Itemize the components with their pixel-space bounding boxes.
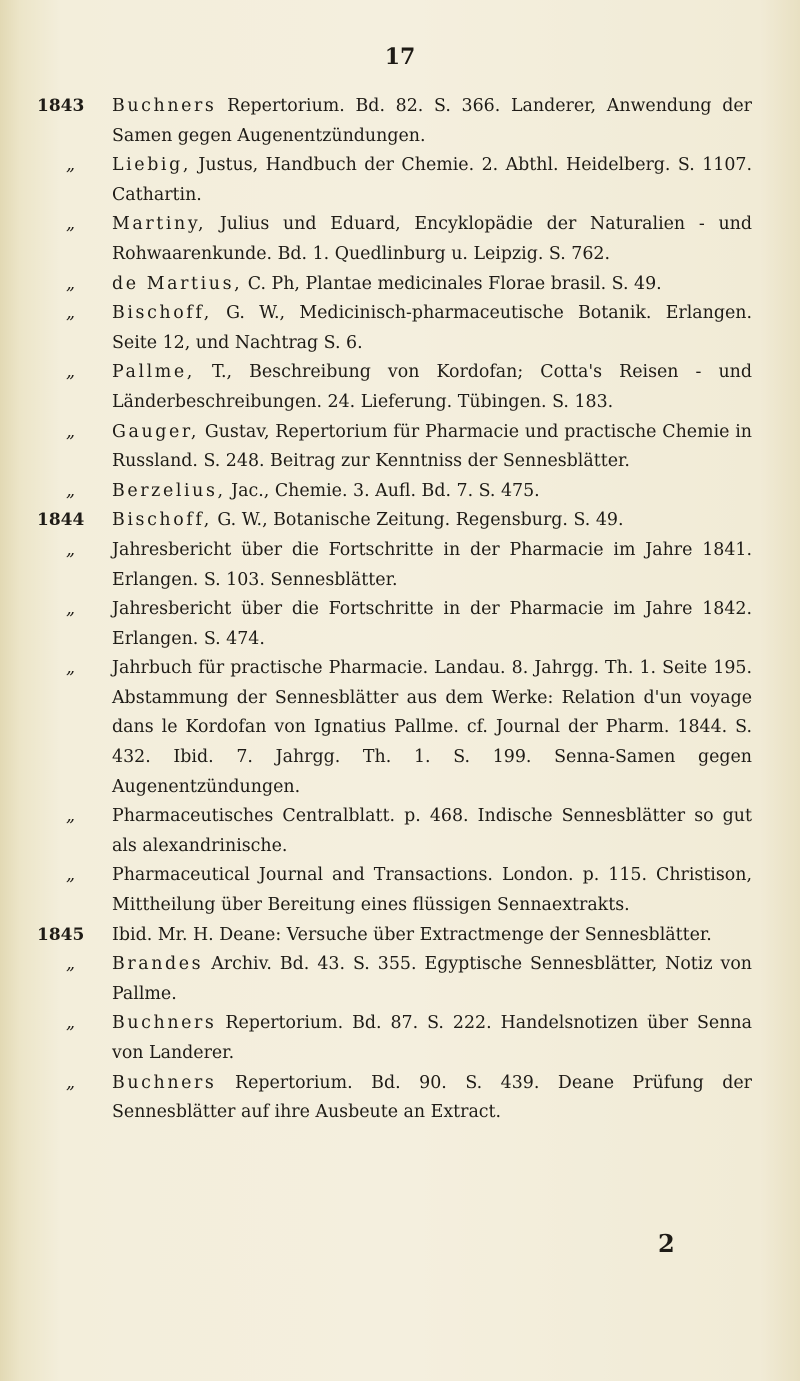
entry-author: Pallme,: [112, 362, 195, 383]
ditto-mark: „: [66, 362, 76, 383]
entry-text: Repertorium. Bd. 90. S. 439. Deane Prüfung der Sennesblätter auf ihre Ausbeute an Extract.: [112, 1072, 752, 1123]
ditto-mark: „: [66, 1013, 76, 1034]
ditto-mark: „: [66, 155, 76, 176]
bibliography-entry: [37, 92, 752, 151]
entry-year: 1845: [37, 924, 85, 945]
ditto-mark: „: [66, 658, 76, 679]
bibliography-entry: [66, 950, 752, 1009]
ditto-mark: „: [66, 865, 76, 886]
bibliography-entry: [66, 802, 752, 861]
entry-text: G. W., Medicinisch-pharmaceutische Botanik. Erlangen. Seite 12, und Nachtrag S. 6.: [112, 303, 752, 353]
entry-text: Julius und Eduard, Encyklopädie der Naturalien - und Rohwaarenkunde. Bd. 1. Quedlinburg u. Leipzig. S. 762.: [112, 214, 752, 264]
ditto-mark: „: [66, 273, 76, 294]
entry-text: Justus, Handbuch der Chemie. 2. Abthl. Heidelberg. S. 1107. Cathartin.: [112, 155, 752, 205]
ditto-mark: „: [66, 599, 76, 620]
page-number: 17: [384, 44, 416, 70]
ditto-mark: „: [66, 421, 76, 442]
bibliography-entry: [66, 1009, 752, 1068]
bibliography-entry: [66, 151, 752, 210]
entry-text: Pharmaceutical Journal and Transactions. London. p. 115. Christison, Mittheilung über Bereitung eines flüssigen Sennaextrakts.: [112, 865, 752, 916]
entry-text: Archiv. Bd. 43. S. 355. Egyptische Sennesblätter, Notiz von Pallme.: [112, 954, 752, 1004]
entry-text: G. W., Botanische Zeitung. Regensburg. S. 49.: [211, 510, 624, 531]
ditto-mark: „: [66, 539, 76, 560]
entry-year: 1843: [37, 96, 85, 116]
bibliography-entry: [37, 921, 752, 951]
entry-author: Berzelius,: [112, 480, 226, 501]
bibliography-entry: [66, 595, 752, 654]
entry-text: Pharmaceutisches Centralblatt. p. 468. Indische Sennesblätter so gut als alexandrinische.: [112, 806, 752, 856]
entry-text: C. Ph, Plantae medicinales Florae brasil. S. 49.: [242, 273, 662, 294]
entry-author: Gauger,: [112, 421, 200, 442]
bibliography-entry: [37, 506, 752, 536]
entry-text: Jahrbuch für practische Pharmacie. Landau. 8. Jahrgg. Th. 1. Seite 195. Abstammung der Sennesblätter aus dem Werke: Relation d'un voyage dans le Kordofan von Ignatius Pallme. cf. Journal der Pharm. 1844. S. 432. Ibid. 7. Jahrgg. Th. 1. S. 199. Senna-Samen gegen Augenentzündungen.: [112, 658, 752, 797]
entry-text: Jac., Chemie. 3. Aufl. Bd. 7. S. 475.: [225, 480, 540, 501]
bibliography-entry: [66, 654, 752, 802]
entry-author: Buchners: [112, 1072, 217, 1093]
bibliography-entry: [66, 1069, 752, 1128]
entry-text: Ibid. Mr. H. Deane: Versuche über Extractmenge der Sennesblätter.: [112, 924, 712, 945]
bibliography-entry: [66, 861, 752, 920]
entry-text: Repertorium. Bd. 87. S. 222. Handelsnotizen über Senna von Landerer.: [112, 1013, 752, 1063]
entry-author: Bischoff,: [112, 303, 212, 324]
entry-text: Jahresbericht über die Fortschritte in der Pharmacie im Jahre 1842. Erlangen. S. 474.: [112, 599, 752, 649]
signature-mark: 2: [658, 1229, 675, 1258]
entry-author: Buchners: [112, 96, 217, 116]
ditto-mark: „: [66, 214, 76, 235]
entry-author: Bischoff,: [112, 510, 212, 531]
entry-text: Repertorium. Bd. 82. S. 366. Landerer, Anwendung der Samen gegen Augenentzündungen.: [112, 96, 752, 146]
ditto-mark: „: [66, 806, 76, 827]
ditto-mark: „: [66, 954, 76, 975]
bibliography-entry: [66, 358, 752, 417]
entry-author: Brandes: [112, 954, 204, 975]
bibliography-list: [37, 92, 752, 1128]
entry-author: de Martius,: [112, 273, 243, 294]
bibliography-entry: [66, 536, 752, 595]
entry-text: Jahresbericht über die Fortschritte in der Pharmacie im Jahre 1841. Erlangen. S. 103. Sennesblätter.: [112, 539, 752, 590]
entry-text: T., Beschreibung von Kordofan; Cotta's Reisen - und Länderbeschreibungen. 24. Lieferung. Tübingen. S. 183.: [112, 362, 752, 412]
bibliography-entry: [66, 270, 752, 300]
ditto-mark: „: [66, 303, 76, 324]
bibliography-entry: [66, 477, 752, 507]
ditto-mark: „: [66, 480, 76, 501]
entry-text: Gustav, Repertorium für Pharmacie und practische Chemie in Russland. S. 248. Beitrag zur Kenntniss der Sennesblätter.: [112, 421, 752, 472]
ditto-mark: „: [66, 1072, 76, 1093]
bibliography-entry: [66, 210, 752, 269]
entry-author: Buchners: [112, 1013, 217, 1034]
entry-year: 1844: [37, 510, 85, 531]
entry-author: Liebig,: [112, 155, 191, 176]
bibliography-entry: [66, 418, 752, 477]
entry-author: Martiny,: [112, 214, 207, 235]
bibliography-entry: [66, 299, 752, 358]
